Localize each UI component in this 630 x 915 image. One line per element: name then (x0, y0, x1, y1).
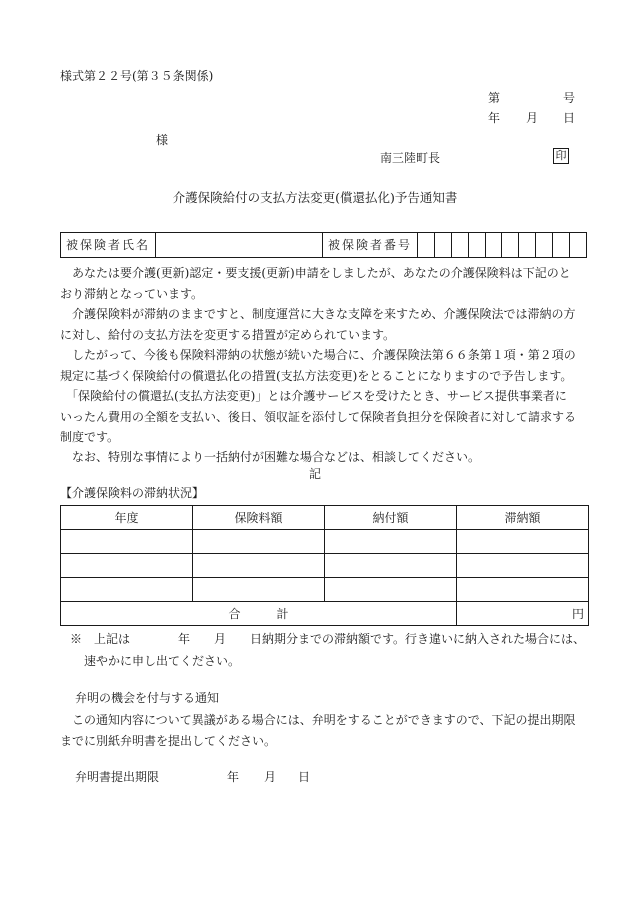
insured-name-label: 被保険者氏名 (61, 233, 156, 258)
column-header: 年度 (61, 506, 193, 530)
issue-date-day: 日 (563, 111, 576, 125)
deadline-month: 月 (264, 770, 277, 784)
insured-number-digit[interactable] (434, 233, 451, 258)
insured-number-digit[interactable] (485, 233, 502, 258)
premium-amount-cell[interactable] (193, 578, 325, 602)
table-row (61, 578, 589, 602)
explanation-notice-title: 弁明の機会を付与する通知 (75, 691, 220, 705)
arrears-amount-cell[interactable] (457, 554, 589, 578)
paid-amount-cell[interactable] (325, 578, 457, 602)
insured-number-digit[interactable] (418, 233, 435, 258)
insured-number-digit[interactable] (536, 233, 553, 258)
issue-date-year: 年 (488, 111, 501, 125)
insured-number-digit[interactable] (502, 233, 519, 258)
body-paragraph-5: なお、特別な事情により一括納付が困難な場合などは、相談してください。 (60, 450, 481, 464)
document-number-suffix: 号 (563, 91, 576, 105)
premium-amount-cell[interactable] (193, 530, 325, 554)
insured-number-label: 被保険者番号 (323, 233, 418, 258)
insured-number-digit[interactable] (451, 233, 468, 258)
insured-number-digit[interactable] (468, 233, 485, 258)
deadline-day: 日 (298, 770, 311, 784)
ki-heading: 記 (308, 467, 321, 481)
column-header: 保険料額 (193, 506, 325, 530)
total-label: 合 計 (61, 602, 457, 626)
seal-box: 印 (553, 148, 569, 164)
arrears-note: ※ 上記は 年 月 日納期分までの滞納額です。行き違いに納入された場合には、 速やかに申し出てください。 (70, 632, 586, 668)
issue-date-month: 月 (526, 111, 539, 125)
form-number: 様式第２２号(第３５条関係) (60, 69, 214, 83)
insured-number-digit[interactable] (553, 233, 570, 258)
paid-amount-cell[interactable] (325, 530, 457, 554)
column-header: 納付額 (325, 506, 457, 530)
issuer-name: 南三陸町長 (380, 151, 441, 165)
body-paragraph-4: 「保険給付の償還払(支払方法変更)」とは介護サービスを受けたとき、サービス提供事業者に いったん費用の全額を支払い、後日、領収証を添付して保険者負担分を保険者に対して請求する 制度です。 (60, 389, 577, 444)
body-paragraph-2: 介護保険料が滞納のままですと、制度運営に大きな支障を来すため、介護保険法では滞納の方 に対し、給付の支払方法を変更する措置が定められています。 (60, 307, 576, 342)
explanation-notice-body: この通知内容について異議がある場合には、弁明をすることができますので、下記の提出期限 までに別紙弁明書を提出してください。 (60, 713, 576, 748)
table-row (61, 530, 589, 554)
insured-number-digit[interactable] (570, 233, 587, 258)
column-header: 滞納額 (457, 506, 589, 530)
premium-amount-cell[interactable] (193, 554, 325, 578)
total-row (61, 602, 589, 626)
fiscal-year-cell[interactable] (61, 530, 193, 554)
fiscal-year-cell[interactable] (61, 578, 193, 602)
arrears-table (60, 505, 589, 626)
arrears-amount-cell[interactable] (457, 578, 589, 602)
arrears-section-title: 【介護保険料の滞納状況】 (60, 486, 205, 500)
arrears-header-row (61, 506, 589, 530)
deadline-label: 弁明書提出期限 (75, 770, 160, 784)
body-paragraph-3: したがって、今後も保険料滞納の状態が続いた場合に、介護保険法第６６条第１項・第２項の 規定に基づく保険給付の償還払化の措置(支払方法変更)をとることになりますので予告します。 (60, 348, 576, 383)
insured-number-digit[interactable] (519, 233, 536, 258)
insured-info-table (60, 232, 587, 258)
fiscal-year-cell[interactable] (61, 554, 193, 578)
deadline-year: 年 (227, 770, 240, 784)
body-paragraph-1: あなたは要介護(更新)認定・要支援(更新)申請をしましたが、あなたの介護保険料は下記のと おり滞納となっています。 (60, 266, 571, 301)
document-number-prefix: 第 (488, 91, 501, 105)
document-title: 介護保険給付の支払方法変更(償還払化)予告通知書 (172, 190, 458, 205)
insured-name-field[interactable] (156, 233, 323, 258)
total-amount-cell[interactable]: 円 (457, 602, 589, 626)
table-row (61, 554, 589, 578)
addressee-suffix: 様 (156, 133, 169, 147)
paid-amount-cell[interactable] (325, 554, 457, 578)
arrears-amount-cell[interactable] (457, 530, 589, 554)
